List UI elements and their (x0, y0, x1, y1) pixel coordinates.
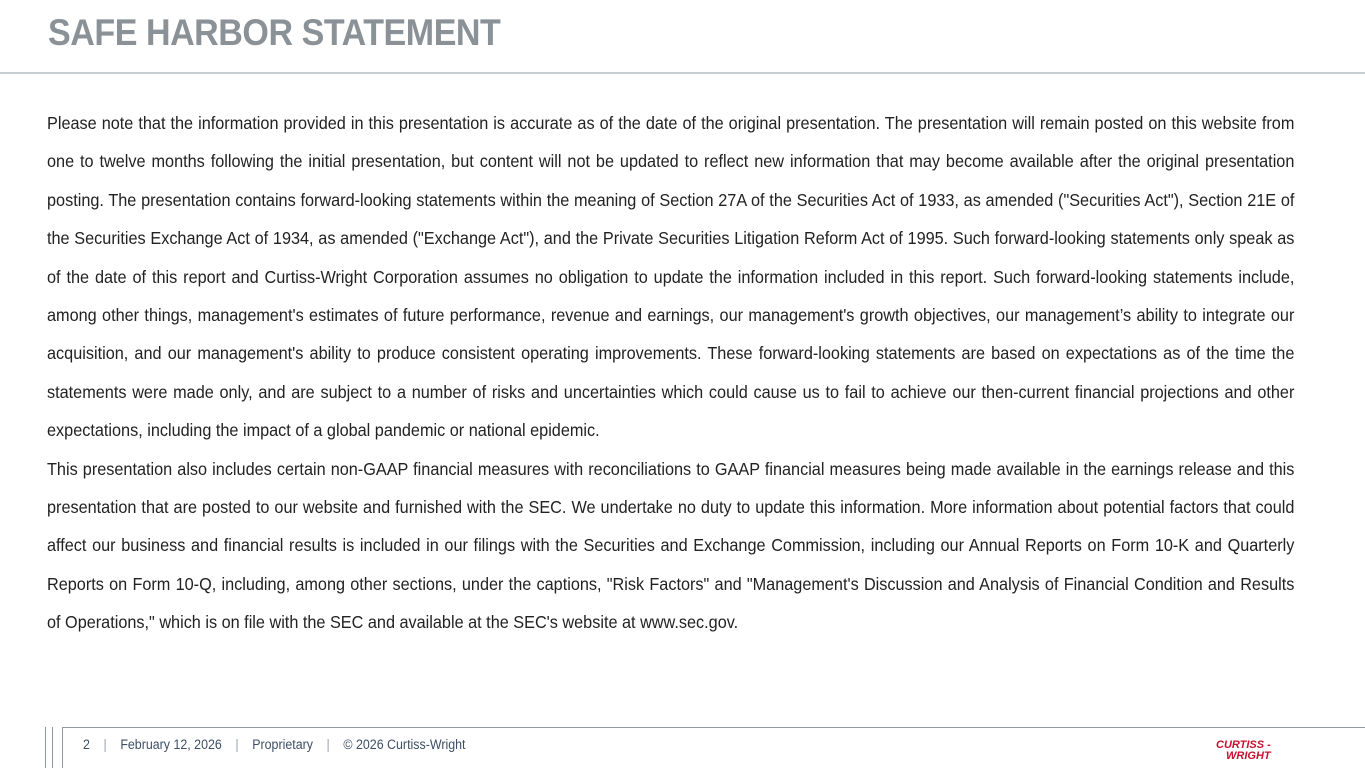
footer (83, 737, 466, 752)
paragraph-forward-looking: Please note that the information provided in this presentation is accurate as of the date of the original presentation. The presentation will remain posted on this website from one to twelve months following the initial presentation, but content will not be updated to reflect new information that may become available after the original presentation posting. The presentation contains forward-looking statements within the meaning of Section 27A of the Securities Act of 1933, as amended ("Securities Act"), Section 21E of the Securities Exchange Act of 1934, as amended ("Exchange Act"), and the Private Securities Litigation Reform Act of 1995. Such forward-looking statements only speak as of the date of this report and Curtiss-Wright Corporation assumes no obligation to update the information included in this report. Such forward-looking statements include, among other things, management's estimates of future performance, revenue and earnings, our management's growth objectives, our management’s ability to integrate our acquisition, and our management's ability to produce consistent operating improvements. These forward-looking statements are based on expectations as of the time the statements were made only, and are subject to a number of risks and uncertainties which could cause us to fail to achieve our then-current financial projections and other expectations, including the impact of a global pandemic or national epidemic. (47, 113, 1295, 441)
paragraph-non-gaap: This presentation also includes certain non-GAAP financial measures with reconciliations to GAAP financial measures being made available in the earnings release and this presentation that are posted to our website and furnished with the SEC. We undertake no duty to update this information. More information about potential factors that could affect our business and financial results is included in our filings with the Securities and Exchange Commission, including our Annual Reports on Form 10-K and Quarterly Reports on Form 10-Q, including, among other sections, under the captions, "Risk Factors" and "Management's Discussion and Analysis of Financial Condition and Results of Operations," which is on file with the SEC and available at the SEC's website at www.sec.gov. (47, 458, 1295, 633)
footer-separator: | (326, 737, 330, 752)
page-number: 2 (83, 737, 90, 752)
footer-classification: Proprietary (252, 737, 313, 752)
footer-divider (62, 727, 1365, 728)
logo-line-1: CURTISS - (1216, 739, 1271, 751)
logo-line-2: WRIGHT (1226, 750, 1271, 761)
footer-separator: | (235, 737, 239, 752)
safe-harbor-body (47, 104, 1294, 642)
footer-accent-bar (45, 727, 46, 768)
footer-copyright: © 2026 Curtiss-Wright (343, 737, 466, 752)
footer-accent-bar (52, 727, 53, 768)
footer-accent-bar (62, 727, 63, 768)
curtiss-wright-logo (1214, 737, 1290, 761)
slide-title: SAFE HARBOR STATEMENT (48, 12, 501, 53)
footer-separator: | (103, 737, 107, 752)
title-divider (0, 72, 1365, 74)
footer-date: February 12, 2026 (120, 737, 222, 752)
